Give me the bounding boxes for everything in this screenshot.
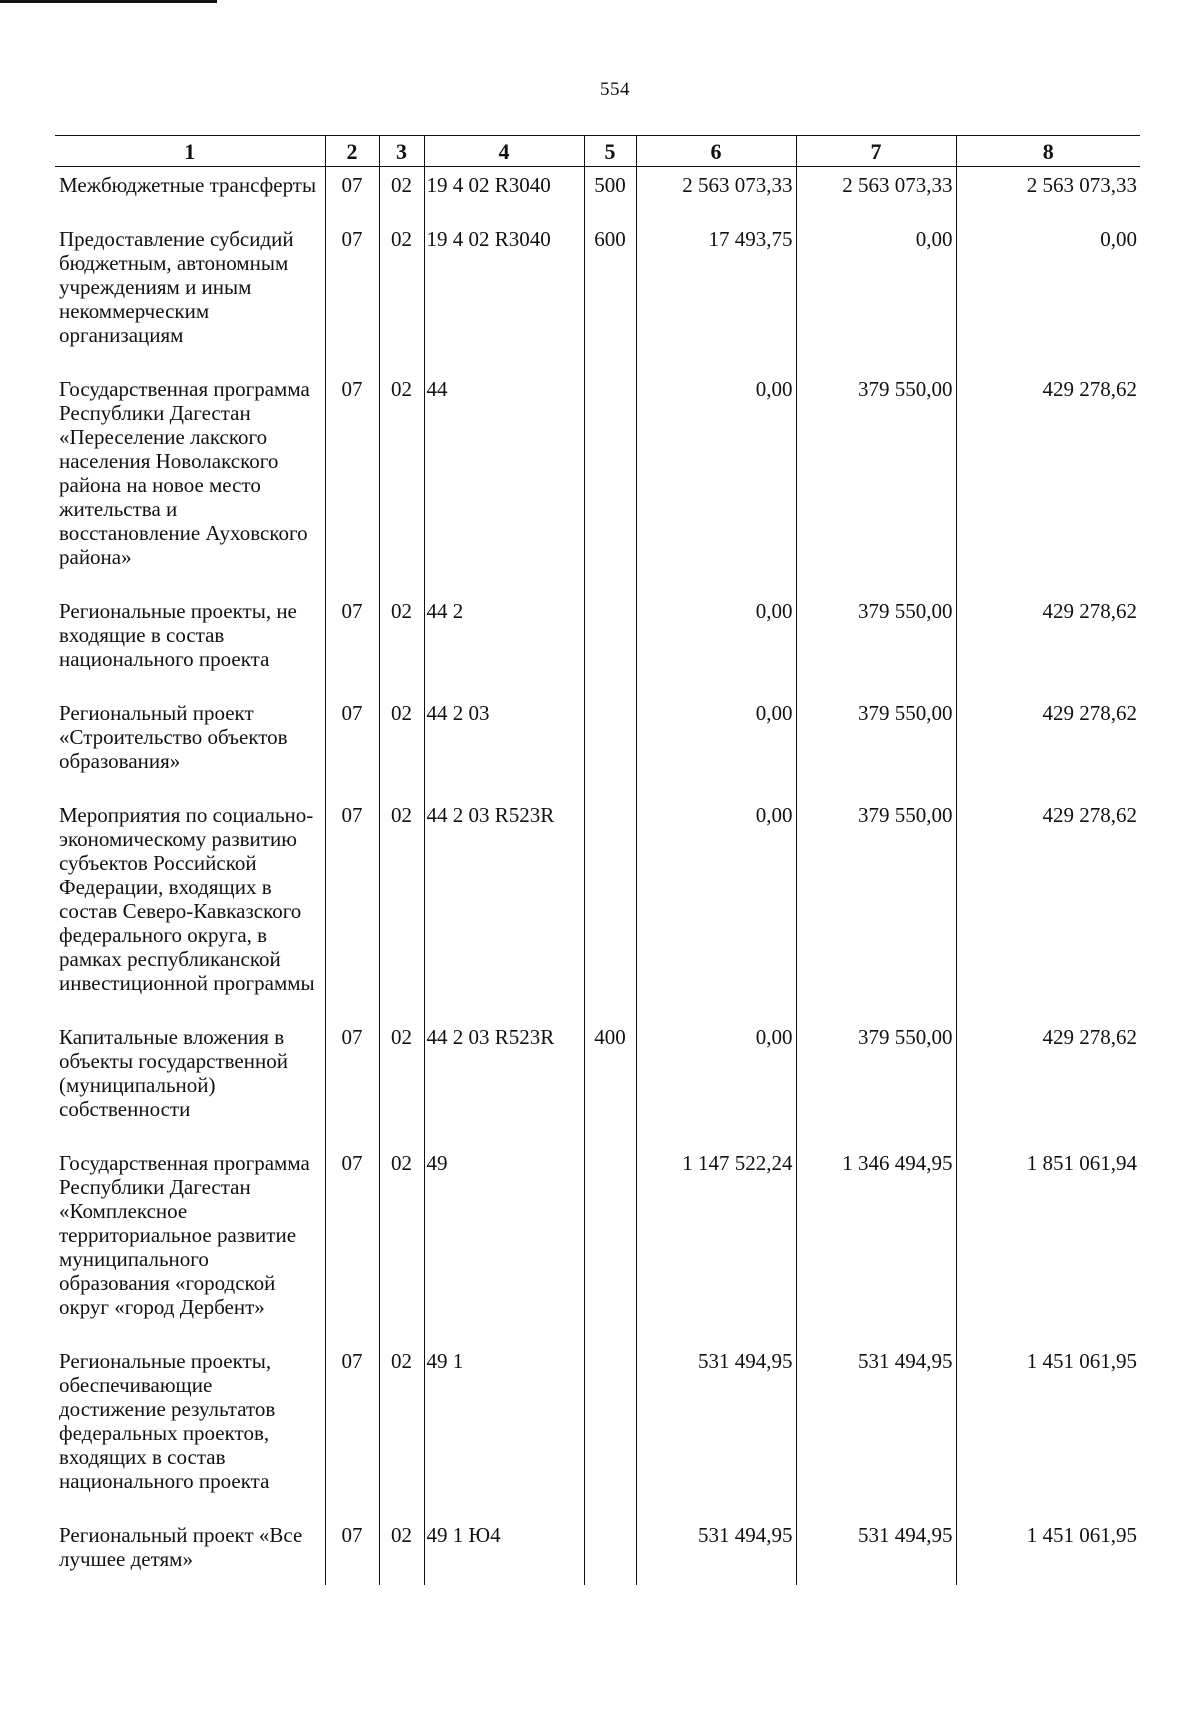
table-row	[55, 221, 1140, 371]
row-amount-col7: 2 563 073,33	[796, 167, 956, 222]
row-target-code: 44 2	[424, 593, 584, 695]
row-amount-col7: 0,00	[796, 221, 956, 371]
top-rule	[0, 0, 217, 3]
row-amount-col7: 379 550,00	[796, 1019, 956, 1145]
row-name: Государственная программа Республики Дагестан «Переселение лакского населения Новолакского района на новое место жительства и восстановление Ауховского района»	[59, 377, 310, 569]
row-name: Государственная программа Республики Дагестан «Комплексное территориальное развитие муниципального образования «городской округ «город Дербент»	[59, 1151, 310, 1319]
row-amount-col8: 429 278,62	[956, 371, 1140, 593]
row-amount-col6: 1 147 522,24	[636, 1145, 796, 1343]
row-subsection: 02	[379, 1145, 424, 1343]
row-amount-col7: 1 346 494,95	[796, 1145, 956, 1343]
header-cell-8: 8	[956, 136, 1140, 167]
row-expense-type	[584, 797, 636, 1019]
row-section: 07	[325, 695, 379, 797]
table-row	[55, 593, 1140, 695]
row-subsection: 02	[379, 1019, 424, 1145]
row-section: 07	[325, 797, 379, 1019]
row-subsection: 02	[379, 593, 424, 695]
row-amount-col6: 0,00	[636, 371, 796, 593]
page-number: 554	[600, 79, 630, 100]
row-amount-col7: 379 550,00	[796, 593, 956, 695]
row-amount-col6: 0,00	[636, 797, 796, 1019]
row-section: 07	[325, 1145, 379, 1343]
table-row	[55, 1517, 1140, 1585]
row-section: 07	[325, 1517, 379, 1585]
header-cell-4: 4	[424, 136, 584, 167]
table-row	[55, 167, 1140, 222]
row-target-code: 44 2 03	[424, 695, 584, 797]
row-amount-col7: 379 550,00	[796, 371, 956, 593]
row-amount-col8: 1 451 061,95	[956, 1517, 1140, 1585]
row-subsection: 02	[379, 167, 424, 222]
row-amount-col7: 531 494,95	[796, 1343, 956, 1517]
row-amount-col6: 531 494,95	[636, 1517, 796, 1585]
row-amount-col7: 379 550,00	[796, 797, 956, 1019]
header-cell-3: 3	[379, 136, 424, 167]
row-expense-type	[584, 1517, 636, 1585]
header-cell-5: 5	[584, 136, 636, 167]
row-target-code: 49 1 Ю4	[424, 1517, 584, 1585]
row-amount-col8: 1 451 061,95	[956, 1343, 1140, 1517]
row-expense-type: 500	[584, 167, 636, 222]
row-target-code: 19 4 02 R3040	[424, 221, 584, 371]
row-subsection: 02	[379, 695, 424, 797]
row-name: Региональные проекты, обеспечивающие достижение результатов федеральных проектов, входящих в состав национального проекта	[59, 1349, 276, 1493]
header-cell-1: 1	[55, 136, 325, 167]
row-expense-type: 600	[584, 221, 636, 371]
row-amount-col6: 17 493,75	[636, 221, 796, 371]
row-amount-col8: 429 278,62	[956, 797, 1140, 1019]
row-target-code: 49 1	[424, 1343, 584, 1517]
row-amount-col8: 429 278,62	[956, 593, 1140, 695]
row-name: Региональные проекты, не входящие в состав национального проекта	[59, 599, 297, 671]
row-amount-col6: 2 563 073,33	[636, 167, 796, 222]
table-row	[55, 1343, 1140, 1517]
row-expense-type	[584, 371, 636, 593]
row-expense-type: 400	[584, 1019, 636, 1145]
row-amount-col6: 531 494,95	[636, 1343, 796, 1517]
header-cell-6: 6	[636, 136, 796, 167]
row-subsection: 02	[379, 371, 424, 593]
row-name: Региональный проект «Все лучшее детям»	[59, 1523, 303, 1571]
row-section: 07	[325, 221, 379, 371]
row-target-code: 49	[424, 1145, 584, 1343]
row-amount-col6: 0,00	[636, 695, 796, 797]
row-name: Мероприятия по социально-экономическому развитию субъектов Российской Федерации, входящих в состав Северо-Кавказского федерального округа, в рамках республиканской инвестиционной программы	[59, 803, 315, 995]
row-target-code: 44 2 03 R523R	[424, 797, 584, 1019]
header-cell-7: 7	[796, 136, 956, 167]
row-amount-col8: 2 563 073,33	[956, 167, 1140, 222]
table-row	[55, 695, 1140, 797]
row-subsection: 02	[379, 221, 424, 371]
row-amount-col6: 0,00	[636, 1019, 796, 1145]
row-section: 07	[325, 1343, 379, 1517]
table-row	[55, 797, 1140, 1019]
row-amount-col7: 531 494,95	[796, 1517, 956, 1585]
row-name: Предоставление субсидий бюджетным, автономным учреждениям и иным некоммерческим организациям	[59, 227, 294, 347]
row-section: 07	[325, 1019, 379, 1145]
row-amount-col8: 429 278,62	[956, 1019, 1140, 1145]
row-name: Межбюджетные трансферты	[59, 173, 317, 197]
row-amount-col8: 1 851 061,94	[956, 1145, 1140, 1343]
table-body	[55, 167, 1140, 1586]
row-target-code: 19 4 02 R3040	[424, 167, 584, 222]
row-target-code: 44 2 03 R523R	[424, 1019, 584, 1145]
row-expense-type	[584, 593, 636, 695]
table-row	[55, 1019, 1140, 1145]
row-name: Региональный проект «Строительство объектов образования»	[59, 701, 288, 773]
row-section: 07	[325, 593, 379, 695]
table-row	[55, 1145, 1140, 1343]
row-amount-col8: 429 278,62	[956, 695, 1140, 797]
row-amount-col8: 0,00	[956, 221, 1140, 371]
row-name: Капитальные вложения в объекты государственной (муниципальной) собственности	[59, 1025, 288, 1121]
row-subsection: 02	[379, 797, 424, 1019]
row-expense-type	[584, 695, 636, 797]
row-amount-col6: 0,00	[636, 593, 796, 695]
header-cell-2: 2	[325, 136, 379, 167]
budget-table	[55, 135, 1140, 1585]
row-section: 07	[325, 167, 379, 222]
row-expense-type	[584, 1145, 636, 1343]
row-amount-col7: 379 550,00	[796, 695, 956, 797]
table-row	[55, 371, 1140, 593]
row-expense-type	[584, 1343, 636, 1517]
row-subsection: 02	[379, 1343, 424, 1517]
row-subsection: 02	[379, 1517, 424, 1585]
header-row	[55, 136, 1140, 167]
row-target-code: 44	[424, 371, 584, 593]
row-section: 07	[325, 371, 379, 593]
